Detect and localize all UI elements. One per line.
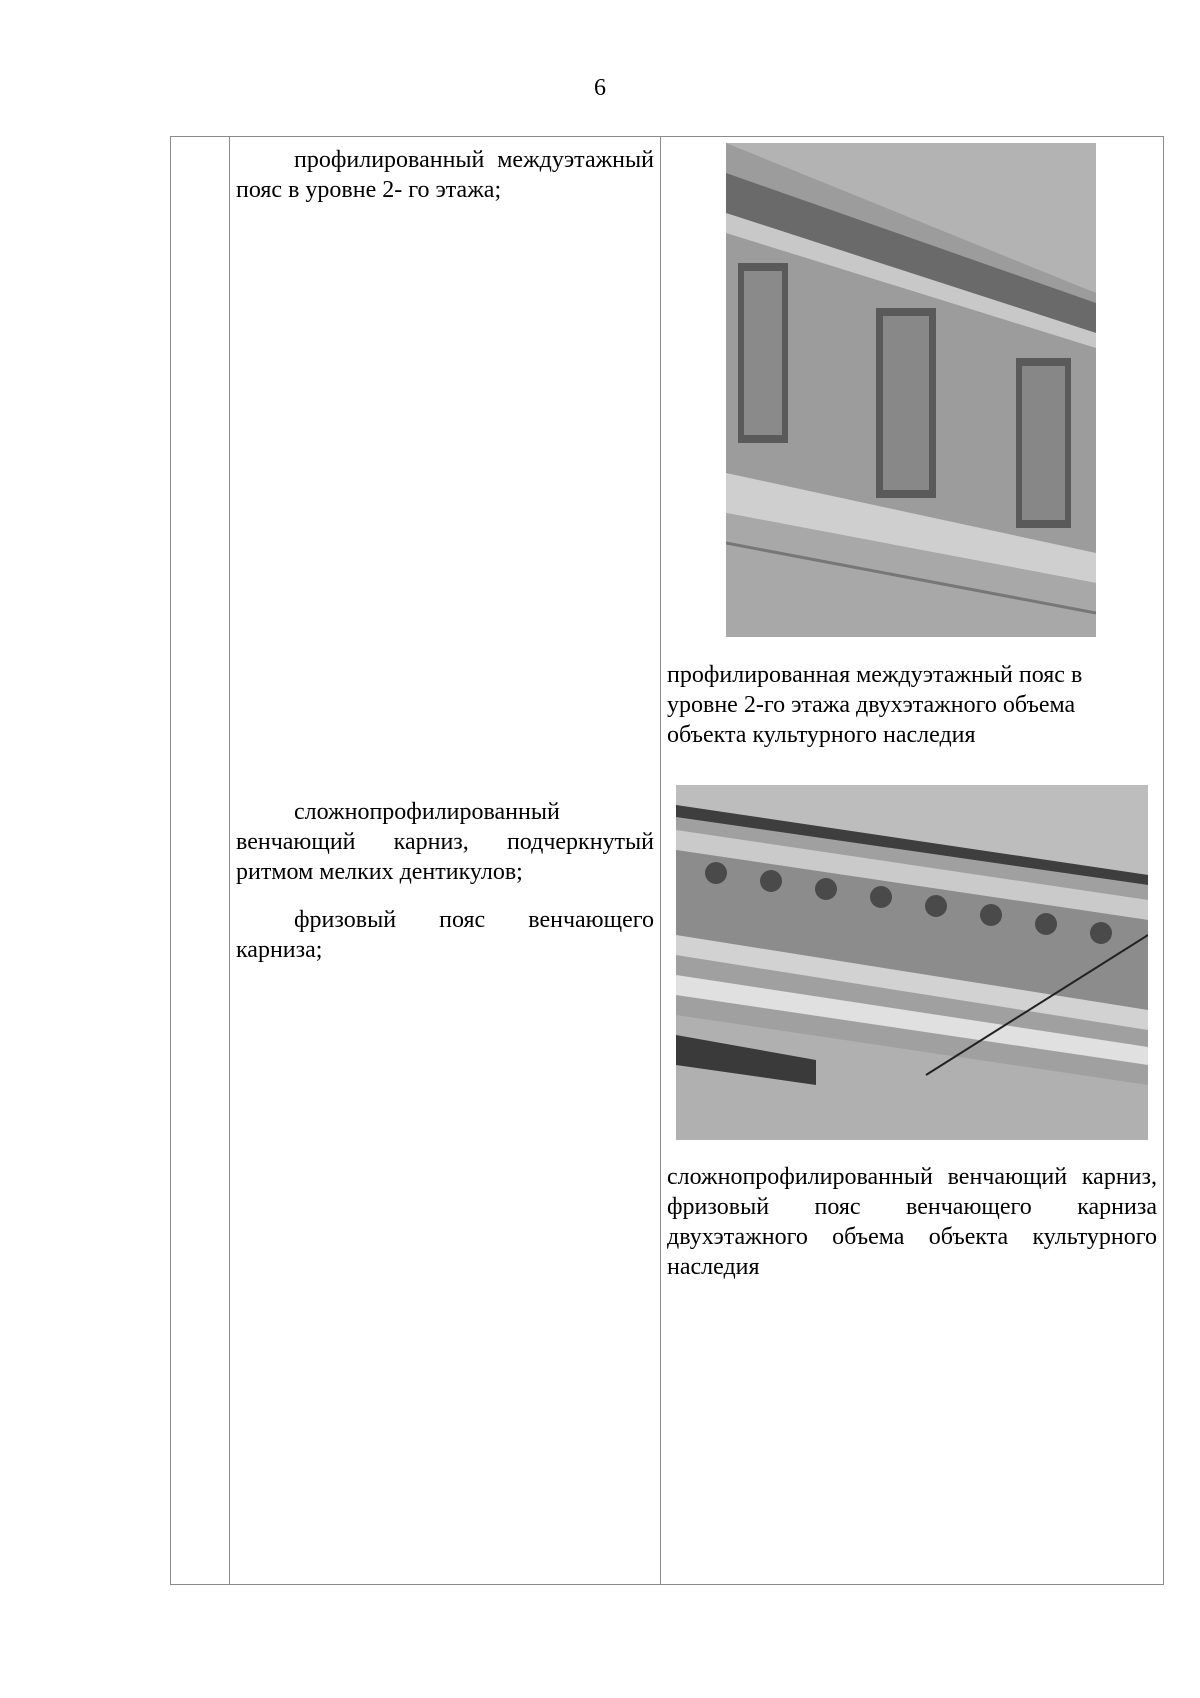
row-2-description-paragraph-1: сложнопрофилированный венчающий карниз, подчеркнутый ритмом мелких дентикулов; xyxy=(236,799,654,885)
facade-photo-interfloor-belt xyxy=(726,143,1096,637)
row-2-description xyxy=(236,797,654,887)
table-column-divider-2 xyxy=(660,137,661,1584)
row-2-description-paragraph-2: фризовый пояс венчающего карниза; xyxy=(236,907,654,963)
table-column-divider-1 xyxy=(229,137,230,1584)
row-1-description xyxy=(236,145,654,205)
row-1-photo-caption: профилированная междуэтажный пояс в уровне 2-го этажа двухэтажного объема объекта культурного наследия xyxy=(667,662,1083,748)
facade-photo-cornice xyxy=(676,785,1148,1140)
row-2-photo-caption: сложнопрофилированный венчающий карниз, фризовый пояс венчающего карниза двухэтажного объема объекта культурного наследия xyxy=(667,1164,1157,1280)
row-1-description-paragraph: профилированный междуэтажный пояс в уровне 2- го этажа; xyxy=(236,147,654,203)
page-number: 6 xyxy=(594,75,606,101)
row-2-description-2 xyxy=(236,905,654,965)
